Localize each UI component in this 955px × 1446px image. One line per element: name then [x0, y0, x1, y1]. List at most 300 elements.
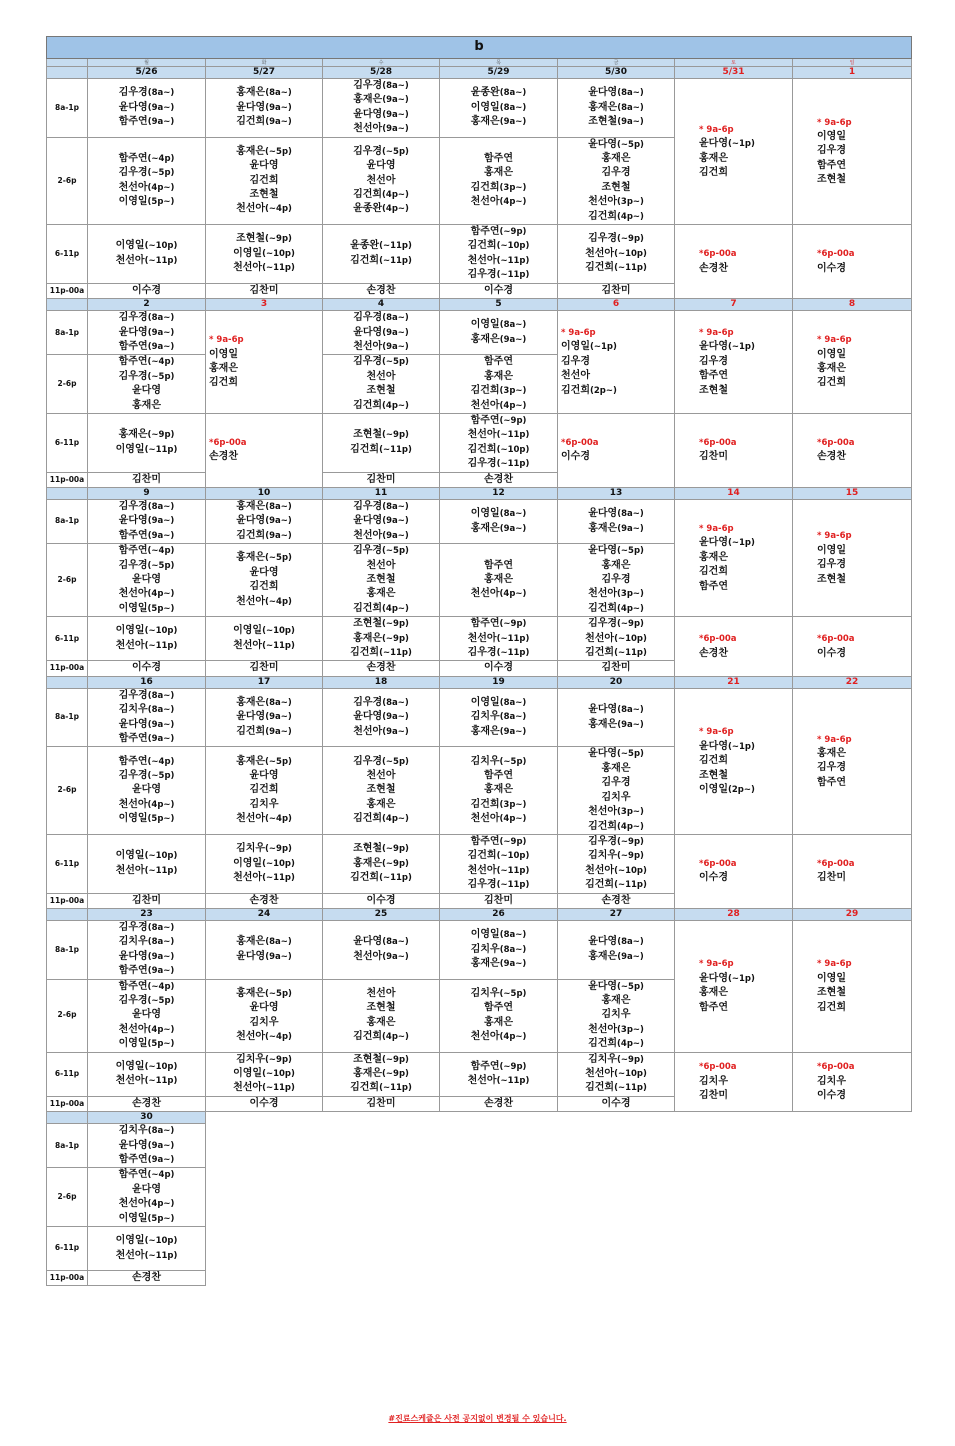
staff-name: 김찬미	[484, 894, 513, 906]
staff-name: 홍재은	[601, 153, 631, 165]
staff-name: 김건희	[209, 377, 238, 389]
date-cell: 8	[793, 299, 912, 311]
staff-name: 천선아(4p~)	[470, 1030, 527, 1042]
shift-cell	[558, 137, 675, 224]
date-cell: 27	[558, 908, 675, 920]
staff-name: 함주연(9a~)	[118, 1154, 175, 1166]
staff-name: 윤종완(8a~)	[470, 87, 527, 99]
shift-cell	[206, 920, 323, 979]
staff-name: 김건희(9a~)	[236, 116, 292, 128]
shift-hours: *6p-00a	[817, 634, 855, 645]
staff-name: 손경찬	[817, 451, 846, 463]
staff-name: 김건희(3p~)	[470, 385, 527, 397]
date-row-corner	[47, 1112, 88, 1124]
shift-cell	[88, 688, 206, 747]
staff-name: 이영일(5p~)	[118, 1212, 175, 1224]
shift-cell	[88, 617, 206, 661]
staff-name: 홍재은(~5p)	[236, 755, 292, 767]
slot-row	[47, 1052, 912, 1096]
shift-cell	[206, 979, 323, 1052]
staff-name: 윤다영	[132, 784, 161, 796]
staff-name: 윤다영(~1p)	[699, 972, 755, 984]
staff-name: 윤다영	[132, 1183, 161, 1195]
staff-name: 이영일(~10p)	[233, 1068, 295, 1079]
shift-cell	[323, 688, 440, 747]
staff-name: 천선아	[366, 370, 396, 382]
staff-name: 김우경(~5p)	[353, 356, 409, 368]
staff-name: 천선아(9a~)	[353, 950, 409, 962]
date-cell: 16	[88, 676, 206, 688]
staff-name: 김찬미	[249, 284, 279, 296]
staff-name: 이수경	[699, 872, 728, 884]
staff-name: 김우경	[561, 355, 590, 367]
empty-cell	[675, 1112, 793, 1124]
staff-name: 천선아(~11p)	[467, 254, 530, 266]
slot-label: 2-6p	[47, 544, 88, 617]
slot-label: 11p-00a	[47, 283, 88, 298]
staff-name: 이영일(5p~)	[118, 1038, 175, 1050]
staff-name: 천선아(3p~)	[588, 1023, 644, 1035]
staff-name: 이영일	[209, 348, 238, 360]
staff-name: 천선아(4p~)	[118, 798, 175, 810]
staff-name: 윤다영(9a~)	[118, 101, 175, 113]
staff-name: 천선아	[366, 559, 396, 571]
staff-name: 함주연(~4p)	[118, 545, 175, 557]
staff-name: 천선아(~10p)	[585, 632, 647, 644]
shift-hours: * 9a-6p	[817, 531, 852, 542]
staff-name: 이영일(~11p)	[115, 443, 178, 455]
staff-name: 김우경	[817, 559, 846, 571]
staff-name: 김건희	[249, 581, 279, 593]
staff-name: 김건희(2p~)	[561, 384, 617, 396]
slot-row	[47, 79, 912, 138]
staff-name: 천선아(~11p)	[115, 639, 178, 651]
shift-cell	[323, 225, 440, 284]
slot-row	[47, 834, 912, 893]
staff-name: 천선아	[366, 987, 396, 999]
shift-cell	[206, 225, 323, 284]
shift-cell	[558, 688, 675, 747]
shift-cell	[88, 979, 206, 1052]
shift-cell	[558, 979, 675, 1052]
slot-label: 2-6p	[47, 1168, 88, 1227]
staff-name: 김우경(~5p)	[118, 770, 175, 782]
staff-name: 김건희(~11p)	[585, 1082, 647, 1094]
staff-name: 홍재은(~9p)	[353, 857, 409, 869]
staff-name: 윤다영(8a~)	[588, 87, 644, 99]
shift-hours: * 9a-6p	[699, 727, 734, 738]
weekday-tue: 화	[206, 59, 323, 67]
staff-name: 함주연(9a~)	[118, 340, 175, 352]
date-cell: 29	[793, 908, 912, 920]
date-row-corner	[47, 487, 88, 499]
staff-name: 이수경	[817, 647, 846, 659]
shift-hours: * 9a-6p	[699, 959, 734, 970]
staff-name: 조현철	[699, 769, 728, 781]
staff-name: 김건희	[699, 755, 728, 767]
staff-name: 함주연	[699, 580, 728, 592]
weekday-thu: 목	[440, 59, 558, 67]
day-shift-cell	[675, 688, 793, 834]
shift-cell	[206, 283, 323, 298]
shift-cell	[323, 893, 440, 908]
staff-name: 김치우	[817, 1075, 846, 1087]
staff-name: 홍재은	[366, 588, 396, 600]
slot-label: 2-6p	[47, 355, 88, 414]
staff-name: 천선아(3p~)	[588, 588, 644, 600]
shift-cell	[323, 499, 440, 543]
staff-name: 천선아(~11p)	[467, 1075, 530, 1087]
date-row-corner	[47, 299, 88, 311]
staff-name: 홍재은	[366, 798, 396, 810]
shift-hours: *6p-00a	[699, 1062, 737, 1073]
shift-cell	[558, 747, 675, 834]
date-cell: 15	[793, 487, 912, 499]
staff-name: 천선아(~11p)	[467, 864, 530, 876]
shift-hours: *6p-00a	[699, 634, 737, 645]
staff-name: 김건희(4p~)	[353, 813, 409, 825]
night-shift-cell	[558, 413, 675, 487]
staff-name: 천선아(3p~)	[588, 196, 644, 208]
staff-name: 윤종완(4p~)	[353, 203, 409, 215]
weekday-sun: 일	[793, 59, 912, 67]
staff-name: 이영일(8a~)	[470, 697, 527, 709]
staff-name: 윤다영	[249, 160, 279, 172]
staff-name: 홍재은(~5p)	[236, 987, 292, 999]
staff-name: 김찬미	[366, 1097, 396, 1109]
staff-name: 천선아(9a~)	[353, 340, 409, 352]
weekday-wed: 수	[323, 59, 440, 67]
shift-hours: * 9a-6p	[817, 734, 852, 745]
staff-name: 윤다영(9a~)	[118, 950, 175, 962]
date-cell: 3	[206, 299, 323, 311]
staff-name: 김건희(4p~)	[353, 602, 409, 614]
staff-name: 김치우(8a~)	[118, 1125, 175, 1137]
shift-hours: *6p-00a	[817, 438, 855, 449]
staff-name: 김건희(3p~)	[470, 181, 527, 193]
shift-cell	[88, 1052, 206, 1096]
staff-name: 김찬미	[366, 473, 396, 485]
shift-cell	[88, 1096, 206, 1111]
shift-cell	[323, 413, 440, 472]
staff-name: 이영일(5p~)	[118, 813, 175, 825]
staff-name: 김건희(~11p)	[585, 879, 647, 891]
staff-name: 김치우(8a~)	[118, 704, 175, 716]
staff-name: 김우경(~5p)	[118, 559, 175, 571]
staff-name: 김찬미	[817, 872, 846, 884]
staff-name: 윤다영(9a~)	[236, 950, 292, 962]
weekday-corner	[47, 59, 88, 67]
shift-cell	[323, 544, 440, 617]
staff-name: 윤다영(9a~)	[353, 711, 409, 723]
staff-name: 홍재은(8a~)	[236, 500, 292, 512]
staff-name: 조현철(~9p)	[236, 233, 292, 245]
slot-label: 6-11p	[47, 617, 88, 661]
staff-name: 홍재은(9a~)	[470, 116, 527, 128]
shift-cell	[88, 225, 206, 284]
staff-name: 이영일	[817, 130, 846, 142]
staff-name: 함주연(9a~)	[118, 733, 175, 745]
shift-cell	[440, 834, 558, 893]
shift-hours: *6p-00a	[699, 859, 737, 870]
shift-cell	[206, 661, 323, 676]
staff-name: 이수경	[817, 262, 846, 274]
staff-name: 이수경	[484, 662, 513, 674]
shift-cell	[88, 1227, 206, 1271]
day-shift-cell	[206, 311, 323, 414]
shift-hours: * 9a-6p	[209, 335, 244, 346]
staff-name: 윤다영(9a~)	[353, 326, 409, 338]
staff-name: 홍재은	[484, 167, 513, 179]
staff-name: 김건희(~11p)	[350, 1082, 412, 1094]
date-cell: 13	[558, 487, 675, 499]
date-cell: 20	[558, 676, 675, 688]
staff-name: 김치우(8a~)	[118, 936, 175, 948]
date-cell: 1	[793, 67, 912, 79]
staff-name: 천선아(9a~)	[353, 725, 409, 737]
staff-name: 이영일(8a~)	[470, 101, 527, 113]
slot-label: 11p-00a	[47, 893, 88, 908]
staff-name: 김우경(8a~)	[353, 312, 409, 324]
staff-name: 천선아(~11p)	[115, 864, 178, 876]
staff-name: 홍재은(9a~)	[588, 718, 644, 730]
shift-cell	[323, 311, 440, 355]
staff-name: 조현철(~9p)	[353, 1053, 409, 1065]
staff-name: 윤다영(8a~)	[588, 508, 644, 520]
staff-name: 이영일(8a~)	[470, 508, 527, 520]
date-cell: 11	[323, 487, 440, 499]
staff-name: 이수경	[561, 451, 590, 463]
staff-name: 윤다영(9a~)	[118, 515, 175, 527]
staff-name: 김우경(~5p)	[353, 755, 409, 767]
date-cell: 28	[675, 908, 793, 920]
shift-cell	[88, 1124, 206, 1168]
staff-name: 김치우(~9p)	[588, 1053, 644, 1065]
staff-name: 윤다영	[132, 574, 161, 585]
staff-name: 홍재은	[601, 994, 631, 1006]
staff-name: 함주연(~9p)	[470, 226, 527, 238]
staff-name: 김우경(~11p)	[467, 647, 530, 659]
shift-cell	[88, 413, 206, 472]
staff-name: 김우경(~9p)	[588, 618, 644, 630]
staff-name: 손경찬	[484, 473, 513, 485]
shift-hours: *6p-00a	[561, 438, 599, 449]
staff-name: 이영일(5p~)	[118, 196, 175, 208]
staff-name: 김건희	[249, 784, 279, 796]
shift-cell	[88, 499, 206, 543]
schedule-notice: #진료스케쥴은 사전 공지없이 변경될 수 있습니다.	[388, 1414, 567, 1423]
staff-name: 천선아(~4p)	[236, 595, 292, 607]
staff-name: 홍재은	[817, 747, 846, 759]
slot-label: 11p-00a	[47, 1096, 88, 1111]
slot-row	[47, 413, 912, 472]
staff-name: 김우경(8a~)	[118, 500, 175, 512]
staff-name: 천선아	[561, 370, 590, 382]
staff-name: 김치우(8a~)	[470, 943, 527, 955]
staff-name: 김우경(8a~)	[118, 921, 175, 933]
staff-name: 함주연(~9p)	[470, 618, 527, 630]
shift-hours: *6p-00a	[699, 249, 737, 260]
slot-label: 8a-1p	[47, 79, 88, 138]
schedule-table	[46, 36, 912, 1286]
staff-name: 김치우(8a~)	[470, 711, 527, 723]
slot-label: 6-11p	[47, 1052, 88, 1096]
staff-name: 김우경	[699, 355, 728, 367]
shift-cell	[323, 1096, 440, 1111]
staff-name: 홍재은	[366, 1016, 396, 1028]
shift-cell	[440, 413, 558, 472]
slot-label: 8a-1p	[47, 920, 88, 979]
slot-row	[47, 1124, 912, 1168]
staff-name: 함주연(~4p)	[118, 755, 175, 767]
staff-name: 홍재은(8a~)	[236, 936, 292, 948]
shift-cell	[206, 137, 323, 224]
staff-name: 천선아(~11p)	[233, 639, 295, 651]
staff-name: 이수경	[817, 1090, 846, 1102]
date-row-corner	[47, 67, 88, 79]
staff-name: 김우경(8a~)	[353, 500, 409, 512]
shift-cell	[440, 661, 558, 676]
empty-cell	[206, 1124, 323, 1286]
staff-name: 조현철	[366, 784, 396, 796]
staff-name: 윤다영	[249, 770, 279, 782]
staff-name: 손경찬	[132, 1097, 161, 1109]
shift-cell	[88, 311, 206, 355]
shift-cell	[440, 747, 558, 834]
staff-name: 김우경(8a~)	[353, 697, 409, 709]
day-shift-cell	[793, 311, 912, 414]
shift-cell	[206, 1096, 323, 1111]
shift-cell	[323, 79, 440, 138]
staff-name: 홍재은	[484, 1016, 513, 1028]
staff-name: 김건희(~11p)	[350, 254, 412, 266]
staff-name: 천선아(4p~)	[118, 1023, 175, 1035]
slot-label: 6-11p	[47, 413, 88, 472]
staff-name: 함주연(~9p)	[470, 1060, 527, 1072]
date-row	[47, 299, 912, 311]
staff-name: 이영일(~10p)	[115, 1235, 178, 1247]
date-cell: 24	[206, 908, 323, 920]
staff-name: 윤다영(9a~)	[118, 1139, 175, 1151]
shift-cell	[88, 283, 206, 298]
staff-name: 천선아(4p~)	[470, 813, 527, 825]
shift-cell	[323, 661, 440, 676]
date-cell: 21	[675, 676, 793, 688]
shift-hours: *6p-00a	[817, 249, 855, 260]
staff-name: 홍재은(8a~)	[588, 101, 644, 113]
staff-name: 이수경	[249, 1097, 279, 1109]
staff-name: 손경찬	[699, 647, 728, 659]
shift-hours: * 9a-6p	[817, 117, 852, 128]
staff-name: 천선아(4p~)	[118, 588, 175, 600]
staff-name: 김건희(4p~)	[588, 210, 644, 222]
shift-cell	[88, 747, 206, 834]
staff-name: 천선아(~11p)	[233, 1082, 295, 1094]
staff-name: 홍재은(9a~)	[470, 957, 527, 969]
shift-cell	[440, 79, 558, 138]
staff-name: 천선아(~11p)	[115, 1249, 178, 1261]
staff-name: 김찬미	[699, 1090, 728, 1102]
staff-name: 이영일(~10p)	[233, 247, 295, 259]
staff-name: 이수경	[601, 1097, 631, 1109]
shift-cell	[88, 79, 206, 138]
staff-name: 천선아(9a~)	[353, 529, 409, 541]
slot-label: 2-6p	[47, 979, 88, 1052]
staff-name: 김우경(~5p)	[118, 994, 175, 1006]
staff-name: 김건희	[699, 166, 728, 178]
shift-cell	[440, 225, 558, 284]
shift-cell	[440, 893, 558, 908]
staff-name: 김우경(8a~)	[118, 312, 175, 324]
staff-name: 홍재은(~5p)	[236, 552, 292, 564]
weekday-header-row	[47, 59, 912, 67]
slot-label: 6-11p	[47, 225, 88, 284]
staff-name: 조현철	[366, 1002, 396, 1014]
schedule-title: b	[47, 37, 912, 59]
slot-row	[47, 688, 912, 747]
staff-name: 손경찬	[699, 262, 728, 274]
staff-name: 조현철(9a~)	[588, 116, 644, 128]
slot-label: 8a-1p	[47, 499, 88, 543]
shift-cell	[558, 1052, 675, 1096]
date-cell: 17	[206, 676, 323, 688]
date-cell: 10	[206, 487, 323, 499]
shift-hours: * 9a-6p	[561, 328, 596, 338]
staff-name: 윤다영	[249, 1002, 279, 1014]
staff-name: 윤다영(8a~)	[588, 704, 644, 716]
staff-name: 천선아(4p~)	[470, 588, 527, 600]
date-cell: 23	[88, 908, 206, 920]
staff-name: 김우경(~9p)	[588, 233, 644, 245]
staff-name: 이영일(~1p)	[561, 341, 617, 353]
shift-cell	[440, 355, 558, 414]
shift-cell	[558, 661, 675, 676]
staff-name: 윤다영	[366, 160, 396, 172]
night-shift-cell	[675, 225, 793, 299]
shift-cell	[323, 979, 440, 1052]
staff-name: 함주연	[817, 776, 846, 788]
date-cell: 5/27	[206, 67, 323, 79]
staff-name: 김우경	[817, 762, 846, 774]
staff-name: 천선아(4p~)	[118, 1198, 175, 1210]
shift-hours: *6p-00a	[817, 859, 855, 870]
staff-name: 김건희(~10p)	[467, 240, 530, 252]
slot-label: 8a-1p	[47, 311, 88, 355]
night-shift-cell	[675, 1052, 793, 1112]
empty-cell	[558, 1112, 675, 1124]
staff-name: 홍재은(~5p)	[236, 145, 292, 157]
staff-name: 김건희(~11p)	[350, 647, 412, 659]
staff-name: 김건희(4p~)	[588, 820, 644, 832]
staff-name: 천선아(~4p)	[236, 813, 292, 825]
shift-cell	[558, 1096, 675, 1111]
empty-cell	[793, 1112, 912, 1124]
staff-name: 윤다영(~5p)	[588, 748, 644, 760]
shift-cell	[88, 834, 206, 893]
day-shift-cell	[558, 311, 675, 414]
staff-name: 김우경(~5p)	[118, 370, 175, 382]
shift-cell	[440, 311, 558, 355]
staff-name: 윤다영(8a~)	[588, 936, 644, 948]
staff-name: 홍재은	[699, 551, 728, 563]
staff-name: 천선아(4p~)	[118, 181, 175, 193]
staff-name: 이영일(5p~)	[118, 602, 175, 614]
date-cell: 2	[88, 299, 206, 311]
staff-name: 손경찬	[132, 1272, 161, 1284]
staff-name: 김치우	[699, 1075, 728, 1087]
shift-hours: * 9a-6p	[699, 524, 734, 535]
staff-name: 함주연(9a~)	[118, 529, 175, 541]
